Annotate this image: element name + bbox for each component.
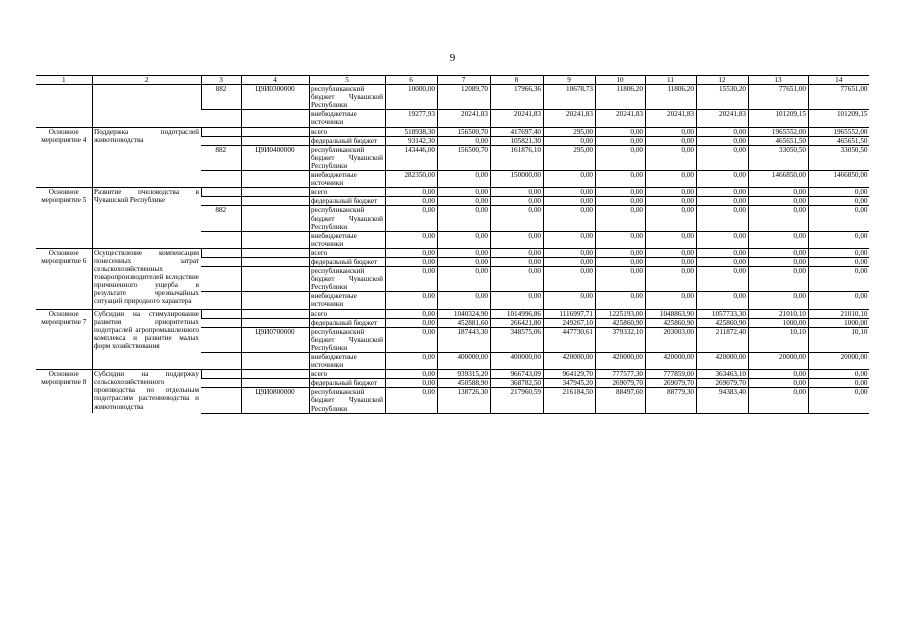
table-row <box>36 370 869 379</box>
amount-cell: 0,00 <box>490 248 543 257</box>
amount-cell: 10678,73 <box>543 85 595 110</box>
amount-cell: 0,00 <box>645 145 696 170</box>
amount-cell: 420000,00 <box>645 353 696 370</box>
funding-source: республиканский бюджет Чувашской Республики <box>311 145 383 170</box>
amount-cell: 0,00 <box>808 197 869 206</box>
amount-cell: 20000,00 <box>748 353 808 370</box>
amount-cell: 0,00 <box>543 257 595 266</box>
amount-cell: 0,00 <box>385 267 437 292</box>
amount-cell: 187443,30 <box>437 327 490 352</box>
grbs-code <box>201 136 241 145</box>
amount-cell: 0,00 <box>437 267 490 292</box>
amount-cell: 0,00 <box>543 171 595 188</box>
amount-cell: 1040324,90 <box>437 309 490 318</box>
page-number: 9 <box>449 52 456 64</box>
amount-cell: 0,00 <box>437 248 490 257</box>
amount-cell: 0,00 <box>543 206 595 231</box>
target-article-code <box>241 379 309 388</box>
amount-cell: 0,00 <box>808 388 869 413</box>
amount-cell: 77651,00 <box>808 85 869 110</box>
amount-cell: 0,00 <box>748 197 808 206</box>
funding-source: внебюджетные источники <box>309 292 385 309</box>
column-number: 14 <box>808 76 869 85</box>
amount-cell: 0,00 <box>696 136 748 145</box>
amount-cell: 0,00 <box>437 257 490 266</box>
amount-cell: 138726,30 <box>437 388 490 413</box>
amount-cell: 0,00 <box>595 206 645 231</box>
amount-cell: 0,00 <box>696 248 748 257</box>
amount-cell: 0,00 <box>543 248 595 257</box>
amount-cell: 0,00 <box>490 292 543 309</box>
amount-cell: 295,00 <box>543 127 595 136</box>
amount-cell: 777577,30 <box>595 370 645 379</box>
target-article-code: Ц9И0800000 <box>241 388 309 413</box>
event-description: Субсидии на стимулирование развития приоритетных подотраслей агропромышленного комплекса и развитие малых форм хозяйствования <box>92 309 201 370</box>
amount-cell: 0,00 <box>808 188 869 197</box>
grbs-code: 882 <box>201 206 241 231</box>
amount-cell: 1965552,00 <box>748 127 808 136</box>
amount-cell: 0,00 <box>385 188 437 197</box>
amount-cell: 0,00 <box>490 206 543 231</box>
amount-cell: 0,00 <box>808 248 869 257</box>
amount-cell: 20241,83 <box>595 110 645 127</box>
target-article-code: Ц9И0700000 <box>241 327 309 352</box>
amount-cell: 203003,00 <box>645 327 696 352</box>
amount-cell: 0,00 <box>385 197 437 206</box>
amount-cell: 0,00 <box>808 267 869 292</box>
amount-cell: 0,00 <box>543 267 595 292</box>
amount-cell: 0,00 <box>385 257 437 266</box>
amount-cell: 0,00 <box>696 257 748 266</box>
amount-cell: 0,00 <box>595 257 645 266</box>
amount-cell: 156500,70 <box>437 127 490 136</box>
amount-cell: 0,00 <box>543 292 595 309</box>
target-article-code <box>241 309 309 318</box>
target-article-code <box>241 248 309 257</box>
grbs-code <box>201 171 241 188</box>
amount-cell: 425860,90 <box>595 318 645 327</box>
amount-cell: 0,00 <box>645 127 696 136</box>
table-row <box>36 248 869 257</box>
amount-cell: 0,00 <box>645 257 696 266</box>
grbs-code <box>201 318 241 327</box>
amount-cell: 425860,90 <box>696 318 748 327</box>
column-number: 11 <box>645 76 696 85</box>
amount-cell: 0,00 <box>437 188 490 197</box>
funding-source: республиканский бюджет Чувашской Республики <box>311 388 383 413</box>
column-number: 8 <box>490 76 543 85</box>
amount-cell: 1466850,00 <box>748 171 808 188</box>
amount-cell: 211872,40 <box>696 327 748 352</box>
amount-cell: 0,00 <box>696 206 748 231</box>
amount-cell: 0,00 <box>748 257 808 266</box>
amount-cell: 0,00 <box>808 292 869 309</box>
amount-cell: 10,10 <box>748 327 808 352</box>
funding-source: всего <box>309 370 385 379</box>
target-article-code <box>241 370 309 379</box>
amount-cell: 19277,93 <box>385 110 437 127</box>
amount-cell: 0,00 <box>696 292 748 309</box>
target-article-code <box>241 206 309 231</box>
amount-cell: 939315,20 <box>437 370 490 379</box>
amount-cell: 156500,70 <box>437 145 490 170</box>
amount-cell: 0,00 <box>385 379 437 388</box>
amount-cell: 0,00 <box>595 136 645 145</box>
amount-cell: 0,00 <box>595 145 645 170</box>
funding-source: всего <box>309 248 385 257</box>
amount-cell: 0,00 <box>385 318 437 327</box>
amount-cell: 282350,00 <box>385 171 437 188</box>
column-number: 9 <box>543 76 595 85</box>
amount-cell: 10,10 <box>808 327 869 352</box>
target-article-code <box>241 231 309 248</box>
amount-cell: 0,00 <box>748 188 808 197</box>
amount-cell: 0,00 <box>748 267 808 292</box>
funding-source: всего <box>309 188 385 197</box>
amount-cell: 0,00 <box>490 267 543 292</box>
amount-cell: 295,00 <box>543 145 595 170</box>
table-row <box>36 309 869 318</box>
amount-cell: 1057733,30 <box>696 309 748 318</box>
amount-cell: 518938,30 <box>385 127 437 136</box>
amount-cell: 363463,10 <box>696 370 748 379</box>
amount-cell: 0,00 <box>645 206 696 231</box>
amount-cell: 0,00 <box>645 136 696 145</box>
amount-cell: 450588,90 <box>437 379 490 388</box>
event-name: Основное мероприятие 8 <box>36 370 92 413</box>
funding-source: внебюджетные источники <box>309 171 385 188</box>
amount-cell: 249267,10 <box>543 318 595 327</box>
amount-cell: 20241,83 <box>543 110 595 127</box>
amount-cell: 1000,00 <box>748 318 808 327</box>
amount-cell: 1466850,00 <box>808 171 869 188</box>
amount-cell: 0,00 <box>385 292 437 309</box>
column-number: 4 <box>241 76 309 85</box>
event-description: Поддержка подотраслей животноводства <box>92 127 201 188</box>
amount-cell: 0,00 <box>543 231 595 248</box>
amount-cell: 1225193,00 <box>595 309 645 318</box>
amount-cell: 0,00 <box>543 136 595 145</box>
amount-cell: 417697,40 <box>490 127 543 136</box>
amount-cell: 269079,70 <box>595 379 645 388</box>
amount-cell: 0,00 <box>808 370 869 379</box>
grbs-code <box>201 353 241 370</box>
grbs-code <box>201 309 241 318</box>
amount-cell: 93142,30 <box>385 136 437 145</box>
amount-cell: 20000,00 <box>808 353 869 370</box>
target-article-code <box>241 353 309 370</box>
amount-cell: 269079,70 <box>696 379 748 388</box>
amount-cell: 105821,30 <box>490 136 543 145</box>
funding-source: внебюджетные источники <box>309 110 385 127</box>
target-article-code <box>241 136 309 145</box>
amount-cell: 0,00 <box>748 248 808 257</box>
funding-source: внебюджетные источники <box>309 231 385 248</box>
grbs-code <box>201 248 241 257</box>
amount-cell: 0,00 <box>490 188 543 197</box>
amount-cell: 101209,15 <box>808 110 869 127</box>
target-article-code <box>241 197 309 206</box>
amount-cell: 0,00 <box>808 257 869 266</box>
funding-source: федеральный бюджет <box>309 379 385 388</box>
funding-source: федеральный бюджет <box>309 136 385 145</box>
amount-cell: 0,00 <box>748 231 808 248</box>
target-article-code <box>241 188 309 197</box>
amount-cell: 0,00 <box>385 327 437 352</box>
target-article-code <box>241 171 309 188</box>
amount-cell: 33050,50 <box>808 145 869 170</box>
amount-cell: 0,00 <box>595 267 645 292</box>
amount-cell: 11806,20 <box>595 85 645 110</box>
amount-cell: 21010,10 <box>748 309 808 318</box>
amount-cell: 88497,60 <box>595 388 645 413</box>
grbs-code <box>201 327 241 352</box>
column-number: 5 <box>309 76 385 85</box>
grbs-code <box>201 127 241 136</box>
amount-cell: 0,00 <box>437 231 490 248</box>
amount-cell: 1965552,00 <box>808 127 869 136</box>
column-number: 1 <box>36 76 92 85</box>
amount-cell: 452881,60 <box>437 318 490 327</box>
amount-cell: 348575,06 <box>490 327 543 352</box>
amount-cell: 1014996,86 <box>490 309 543 318</box>
amount-cell: 0,00 <box>437 197 490 206</box>
amount-cell: 0,00 <box>696 127 748 136</box>
target-article-code <box>241 267 309 292</box>
funding-source: республиканский бюджет Чувашской Республики <box>311 206 383 231</box>
amount-cell: 465651,50 <box>808 136 869 145</box>
table-row <box>36 85 869 110</box>
grbs-code <box>201 379 241 388</box>
amount-cell: 0,00 <box>385 231 437 248</box>
amount-cell: 0,00 <box>696 197 748 206</box>
column-number: 2 <box>92 76 201 85</box>
column-number: 10 <box>595 76 645 85</box>
amount-cell: 0,00 <box>385 388 437 413</box>
budget-table <box>36 75 869 414</box>
amount-cell: 0,00 <box>645 292 696 309</box>
amount-cell: 0,00 <box>385 248 437 257</box>
amount-cell: 1048863,90 <box>645 309 696 318</box>
amount-cell: 0,00 <box>696 231 748 248</box>
amount-cell: 143446,00 <box>385 145 437 170</box>
funding-source: республиканский бюджет Чувашской Республики <box>311 327 383 352</box>
amount-cell: 0,00 <box>748 370 808 379</box>
grbs-code <box>201 110 241 127</box>
amount-cell: 420000,00 <box>696 353 748 370</box>
grbs-code: 882 <box>201 85 241 110</box>
target-article-code <box>241 318 309 327</box>
amount-cell: 15530,20 <box>696 85 748 110</box>
amount-cell: 150000,00 <box>490 171 543 188</box>
amount-cell: 10000,00 <box>385 85 437 110</box>
funding-source: республиканский бюджет Чувашской Республики <box>311 267 383 292</box>
amount-cell: 21010,10 <box>808 309 869 318</box>
grbs-code <box>201 197 241 206</box>
amount-cell: 0,00 <box>696 267 748 292</box>
amount-cell: 400000,00 <box>490 353 543 370</box>
amount-cell: 0,00 <box>748 206 808 231</box>
amount-cell: 0,00 <box>595 248 645 257</box>
event-description: Субсидии на поддержку сельскохозяйственного производства по отдельным подотраслям растениеводства и животноводства <box>92 370 201 413</box>
target-article-code <box>241 127 309 136</box>
grbs-code <box>201 292 241 309</box>
amount-cell: 0,00 <box>595 127 645 136</box>
column-number: 7 <box>437 76 490 85</box>
grbs-code: 882 <box>201 145 241 170</box>
column-number-row <box>36 76 869 85</box>
amount-cell: 447730,61 <box>543 327 595 352</box>
event-name: Основное мероприятие 6 <box>36 248 92 309</box>
event-description: Осуществление компенсации понесенных затрат сельскохозяйственных товаропроизводителей вследствие причиненного ущерба в результате чрезвычайных ситуаций природного характера <box>92 248 201 309</box>
amount-cell: 0,00 <box>385 206 437 231</box>
amount-cell: 88779,30 <box>645 388 696 413</box>
table-row <box>36 127 869 136</box>
amount-cell: 0,00 <box>490 197 543 206</box>
amount-cell: 17966,36 <box>490 85 543 110</box>
target-article-code: Ц9И0300000 <box>241 85 309 110</box>
target-article-code: Ц9И0400000 <box>241 145 309 170</box>
amount-cell: 101209,15 <box>748 110 808 127</box>
amount-cell: 0,00 <box>748 388 808 413</box>
grbs-code <box>201 267 241 292</box>
event-name <box>36 85 92 127</box>
amount-cell: 0,00 <box>696 145 748 170</box>
amount-cell: 425860,90 <box>645 318 696 327</box>
amount-cell: 0,00 <box>437 206 490 231</box>
event-name: Основное мероприятие 7 <box>36 309 92 370</box>
amount-cell: 0,00 <box>748 292 808 309</box>
amount-cell: 0,00 <box>543 197 595 206</box>
amount-cell: 0,00 <box>645 188 696 197</box>
amount-cell: 0,00 <box>543 188 595 197</box>
amount-cell: 20241,83 <box>437 110 490 127</box>
grbs-code <box>201 257 241 266</box>
event-description <box>92 85 201 127</box>
amount-cell: 777859,00 <box>645 370 696 379</box>
amount-cell: 0,00 <box>595 188 645 197</box>
amount-cell: 1116997,71 <box>543 309 595 318</box>
amount-cell: 0,00 <box>645 248 696 257</box>
amount-cell: 0,00 <box>645 231 696 248</box>
target-article-code <box>241 257 309 266</box>
amount-cell: 0,00 <box>696 171 748 188</box>
funding-source: всего <box>309 127 385 136</box>
amount-cell: 0,00 <box>595 197 645 206</box>
amount-cell: 0,00 <box>645 267 696 292</box>
event-name: Основное мероприятие 4 <box>36 127 92 188</box>
amount-cell: 11806,20 <box>645 85 696 110</box>
table-row <box>36 188 869 197</box>
amount-cell: 400000,00 <box>437 353 490 370</box>
amount-cell: 20241,83 <box>490 110 543 127</box>
amount-cell: 0,00 <box>808 379 869 388</box>
funding-source: внебюджетные источники <box>309 353 385 370</box>
amount-cell: 0,00 <box>696 188 748 197</box>
amount-cell: 20241,83 <box>645 110 696 127</box>
funding-source: республиканский бюджет Чувашской Республики <box>311 85 383 110</box>
amount-cell: 0,00 <box>385 370 437 379</box>
amount-cell: 1000,00 <box>808 318 869 327</box>
column-number: 12 <box>696 76 748 85</box>
funding-source: всего <box>309 309 385 318</box>
amount-cell: 216184,50 <box>543 388 595 413</box>
amount-cell: 269079,70 <box>645 379 696 388</box>
amount-cell: 465651,50 <box>748 136 808 145</box>
grbs-code <box>201 388 241 413</box>
amount-cell: 0,00 <box>808 206 869 231</box>
amount-cell: 0,00 <box>595 231 645 248</box>
column-number: 3 <box>201 76 241 85</box>
amount-cell: 20241,83 <box>696 110 748 127</box>
amount-cell: 347945,20 <box>543 379 595 388</box>
amount-cell: 217960,59 <box>490 388 543 413</box>
event-description: Развитие пчеловодства в Чувашской Республике <box>92 188 201 249</box>
amount-cell: 0,00 <box>437 171 490 188</box>
amount-cell: 0,00 <box>595 171 645 188</box>
amount-cell: 0,00 <box>808 231 869 248</box>
amount-cell: 0,00 <box>437 292 490 309</box>
amount-cell: 266421,80 <box>490 318 543 327</box>
amount-cell: 0,00 <box>385 353 437 370</box>
amount-cell: 12089,70 <box>437 85 490 110</box>
amount-cell: 420000,00 <box>595 353 645 370</box>
amount-cell: 0,00 <box>385 309 437 318</box>
amount-cell: 0,00 <box>490 257 543 266</box>
amount-cell: 0,00 <box>437 136 490 145</box>
funding-source: федеральный бюджет <box>309 197 385 206</box>
amount-cell: 368782,50 <box>490 379 543 388</box>
grbs-code <box>201 231 241 248</box>
amount-cell: 0,00 <box>490 231 543 248</box>
amount-cell: 964129,70 <box>543 370 595 379</box>
column-number: 13 <box>748 76 808 85</box>
target-article-code <box>241 110 309 127</box>
amount-cell: 0,00 <box>595 292 645 309</box>
amount-cell: 0,00 <box>645 171 696 188</box>
amount-cell: 420000,00 <box>543 353 595 370</box>
funding-source: федеральный бюджет <box>309 318 385 327</box>
amount-cell: 0,00 <box>645 197 696 206</box>
amount-cell: 77651,00 <box>748 85 808 110</box>
column-number: 6 <box>385 76 437 85</box>
amount-cell: 33050,50 <box>748 145 808 170</box>
amount-cell: 0,00 <box>748 379 808 388</box>
target-article-code <box>241 292 309 309</box>
funding-source: федеральный бюджет <box>309 257 385 266</box>
event-name: Основное мероприятие 5 <box>36 188 92 249</box>
amount-cell: 966743,09 <box>490 370 543 379</box>
amount-cell: 94383,40 <box>696 388 748 413</box>
grbs-code <box>201 370 241 379</box>
grbs-code <box>201 188 241 197</box>
amount-cell: 161876,10 <box>490 145 543 170</box>
amount-cell: 379332,10 <box>595 327 645 352</box>
